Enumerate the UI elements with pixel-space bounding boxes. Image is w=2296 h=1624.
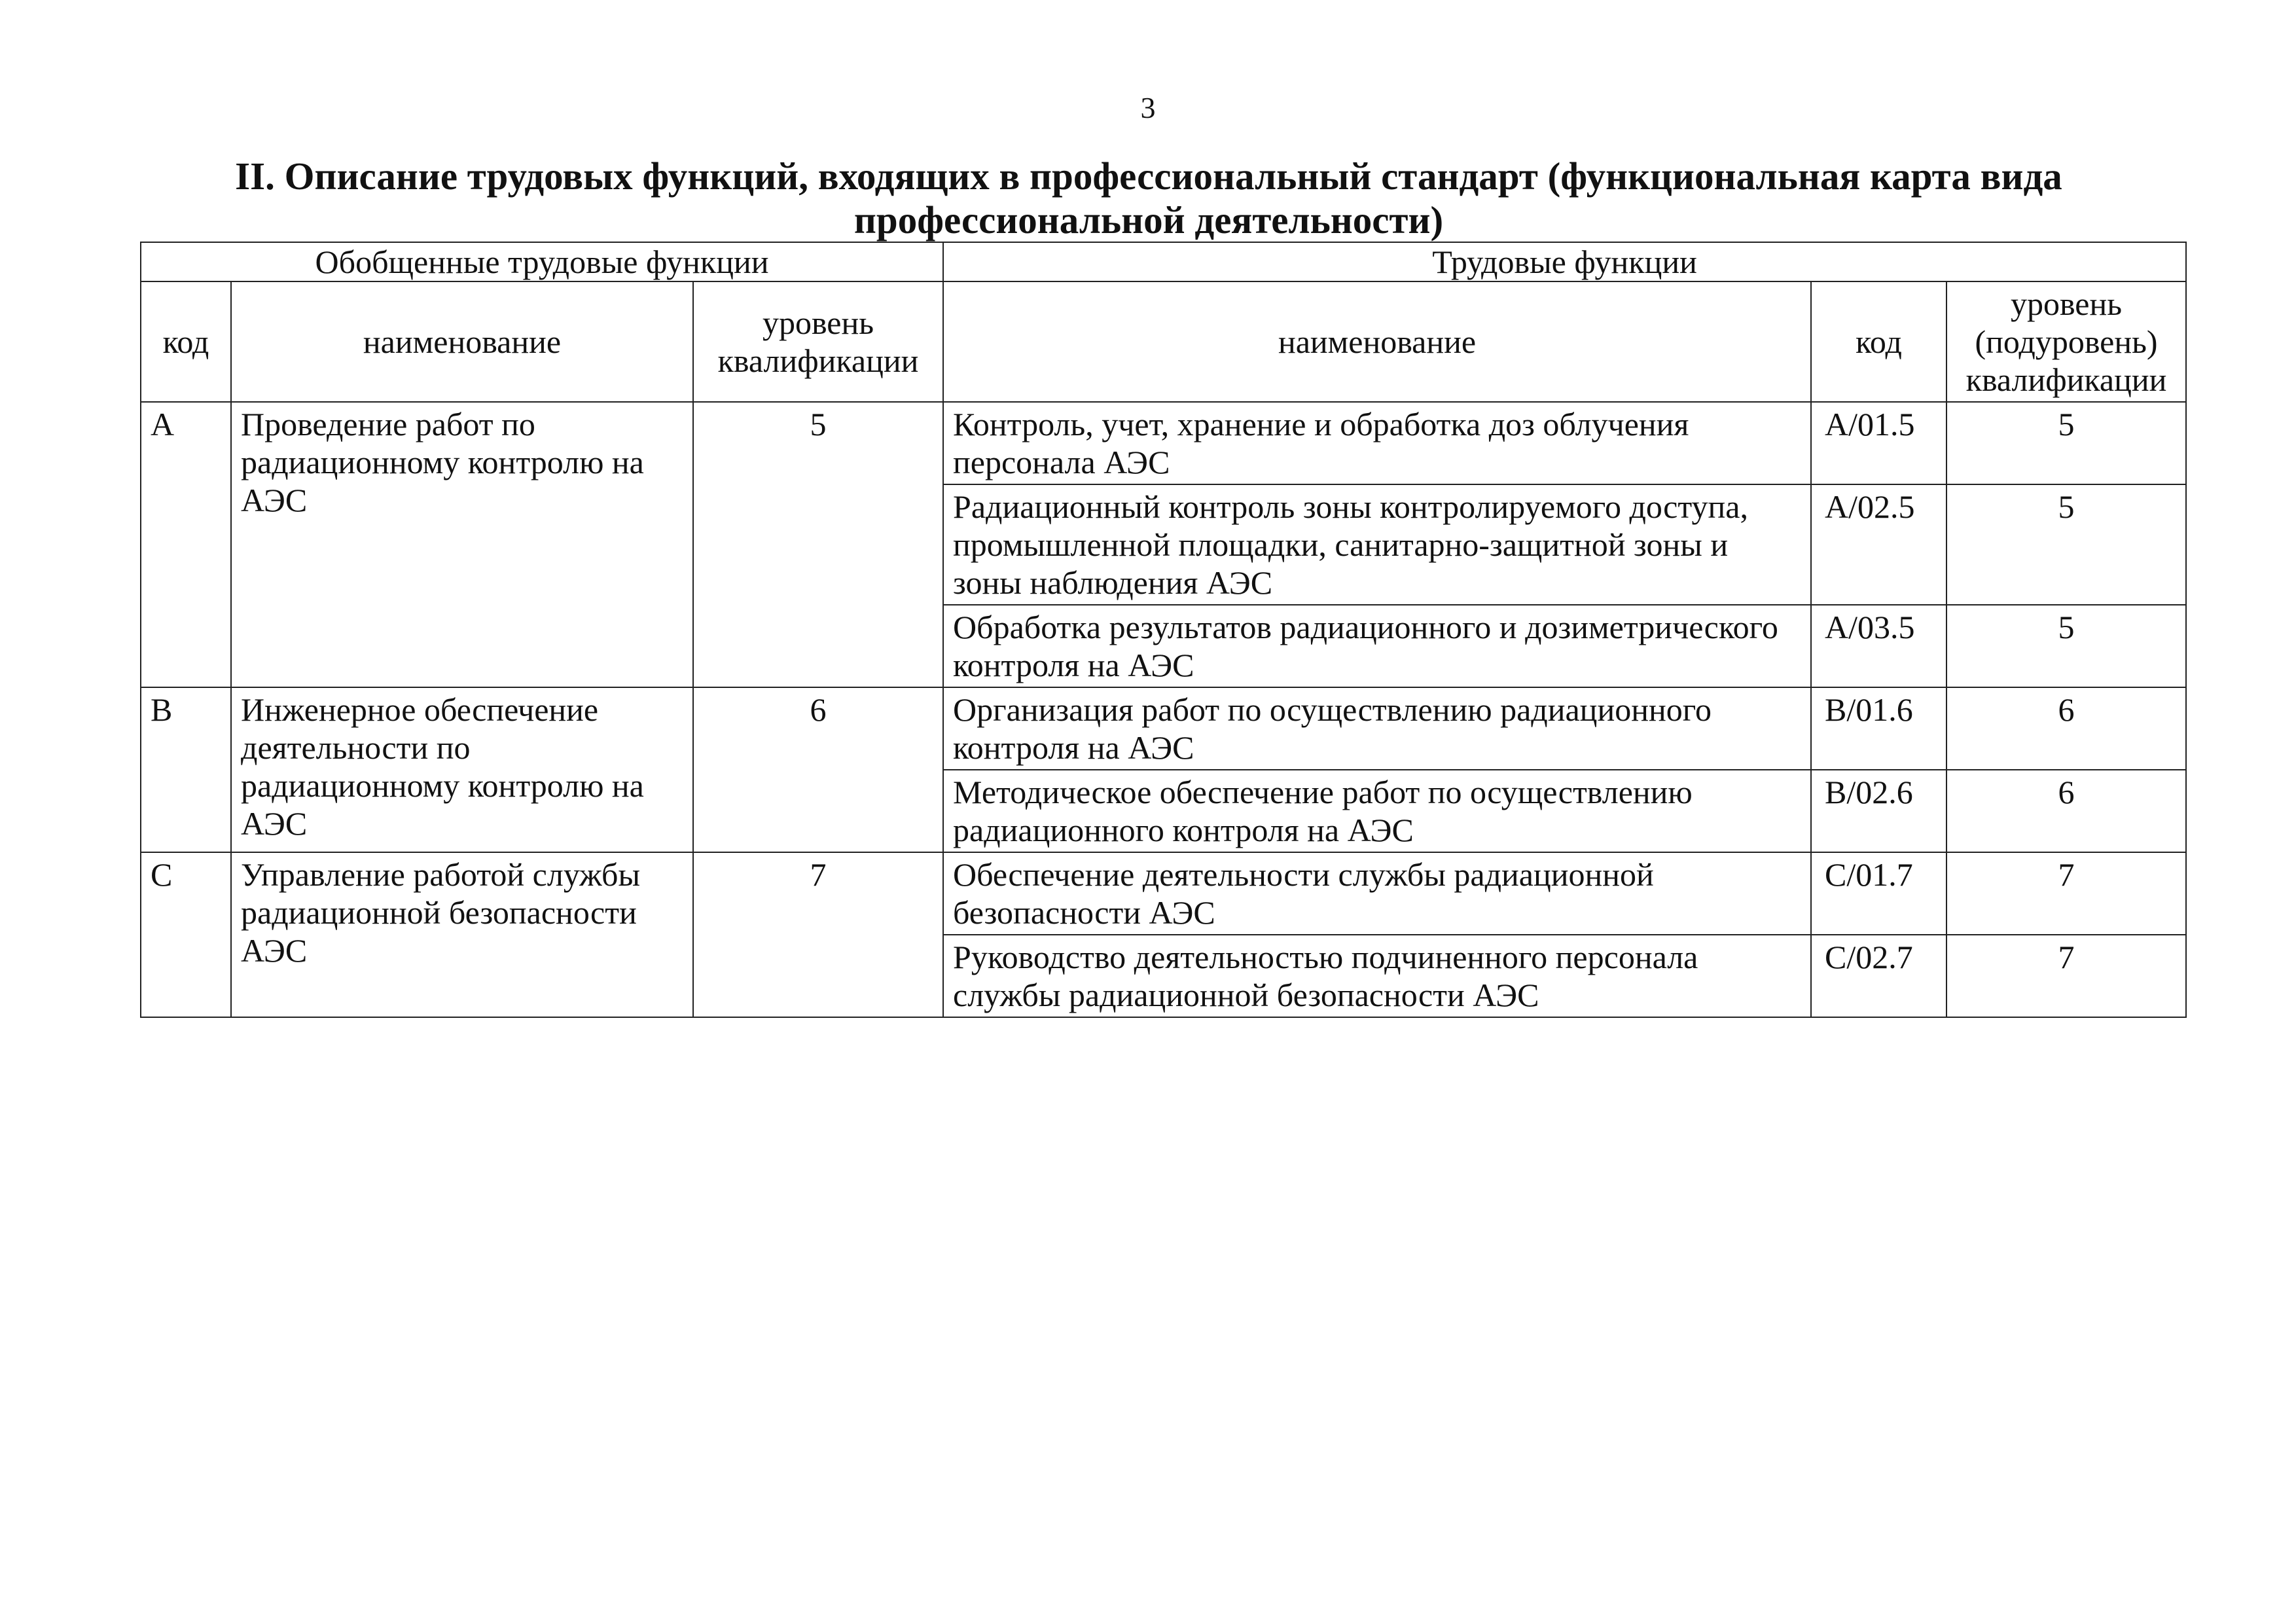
table-row [141,402,2186,484]
fn-code-header: код [1811,281,1946,402]
function-level: 6 [1946,687,2186,770]
function-code: C/01.7 [1811,852,1946,935]
function-level: 5 [1946,605,2186,687]
function-name: Обработка результатов радиационного и дозиметрического контроля на АЭС [943,605,1811,687]
gen-name-header: наименование [231,281,693,402]
table-row [141,852,2186,935]
gen-level-header: уровень квалификации [693,281,943,402]
group-name: Инженерное обеспечение деятельности по радиационному контролю на АЭС [231,687,693,852]
page-number: 3 [1140,91,1156,124]
functional-map-table [140,242,2187,1018]
function-level: 7 [1946,935,2186,1017]
function-name: Радиационный контроль зоны контролируемого доступа, промышленной площадки, санитарно-защитной зоны и зоны наблюдения АЭС [943,484,1811,605]
table-column-header-row [141,281,2186,402]
function-level: 5 [1946,484,2186,605]
group-level: 7 [693,852,943,1017]
function-code: C/02.7 [1811,935,1946,1017]
function-code: A/02.5 [1811,484,1946,605]
generalized-functions-header: Обобщенные трудовые функции [141,242,943,281]
group-name: Управление работой службы радиационной безопасности АЭС [231,852,693,1017]
function-name: Контроль, учет, хранение и обработка доз облучения персонала АЭС [943,402,1811,484]
labor-functions-header: Трудовые функции [943,242,2186,281]
function-code: B/01.6 [1811,687,1946,770]
function-level: 5 [1946,402,2186,484]
gen-code-header: код [141,281,231,402]
group-level: 6 [693,687,943,852]
function-name: Руководство деятельностью подчиненного персонала службы радиационной безопасности АЭС [943,935,1811,1017]
fn-name-header: наименование [943,281,1811,402]
group-code: C [141,852,231,1017]
group-code: A [141,402,231,687]
group-name: Проведение работ по радиационному контролю на АЭС [231,402,693,687]
table-row [141,687,2186,770]
function-code: B/02.6 [1811,770,1946,852]
function-code: A/03.5 [1811,605,1946,687]
section-title: II. Описание трудовых функций, входящих в профессиональный стандарт (функциональная карта вида профессиональной деятельности) [235,154,2062,242]
function-level: 6 [1946,770,2186,852]
function-name: Обеспечение деятельности службы радиационной безопасности АЭС [943,852,1811,935]
group-level: 5 [693,402,943,687]
function-name: Организация работ по осуществлению радиационного контроля на АЭС [943,687,1811,770]
table-group-header-row [141,242,2186,281]
group-code: B [141,687,231,852]
function-code: A/01.5 [1811,402,1946,484]
function-level: 7 [1946,852,2186,935]
function-name: Методическое обеспечение работ по осуществлению радиационного контроля на АЭС [943,770,1811,852]
fn-level-header: уровень (подуровень) квалификации [1946,281,2186,402]
